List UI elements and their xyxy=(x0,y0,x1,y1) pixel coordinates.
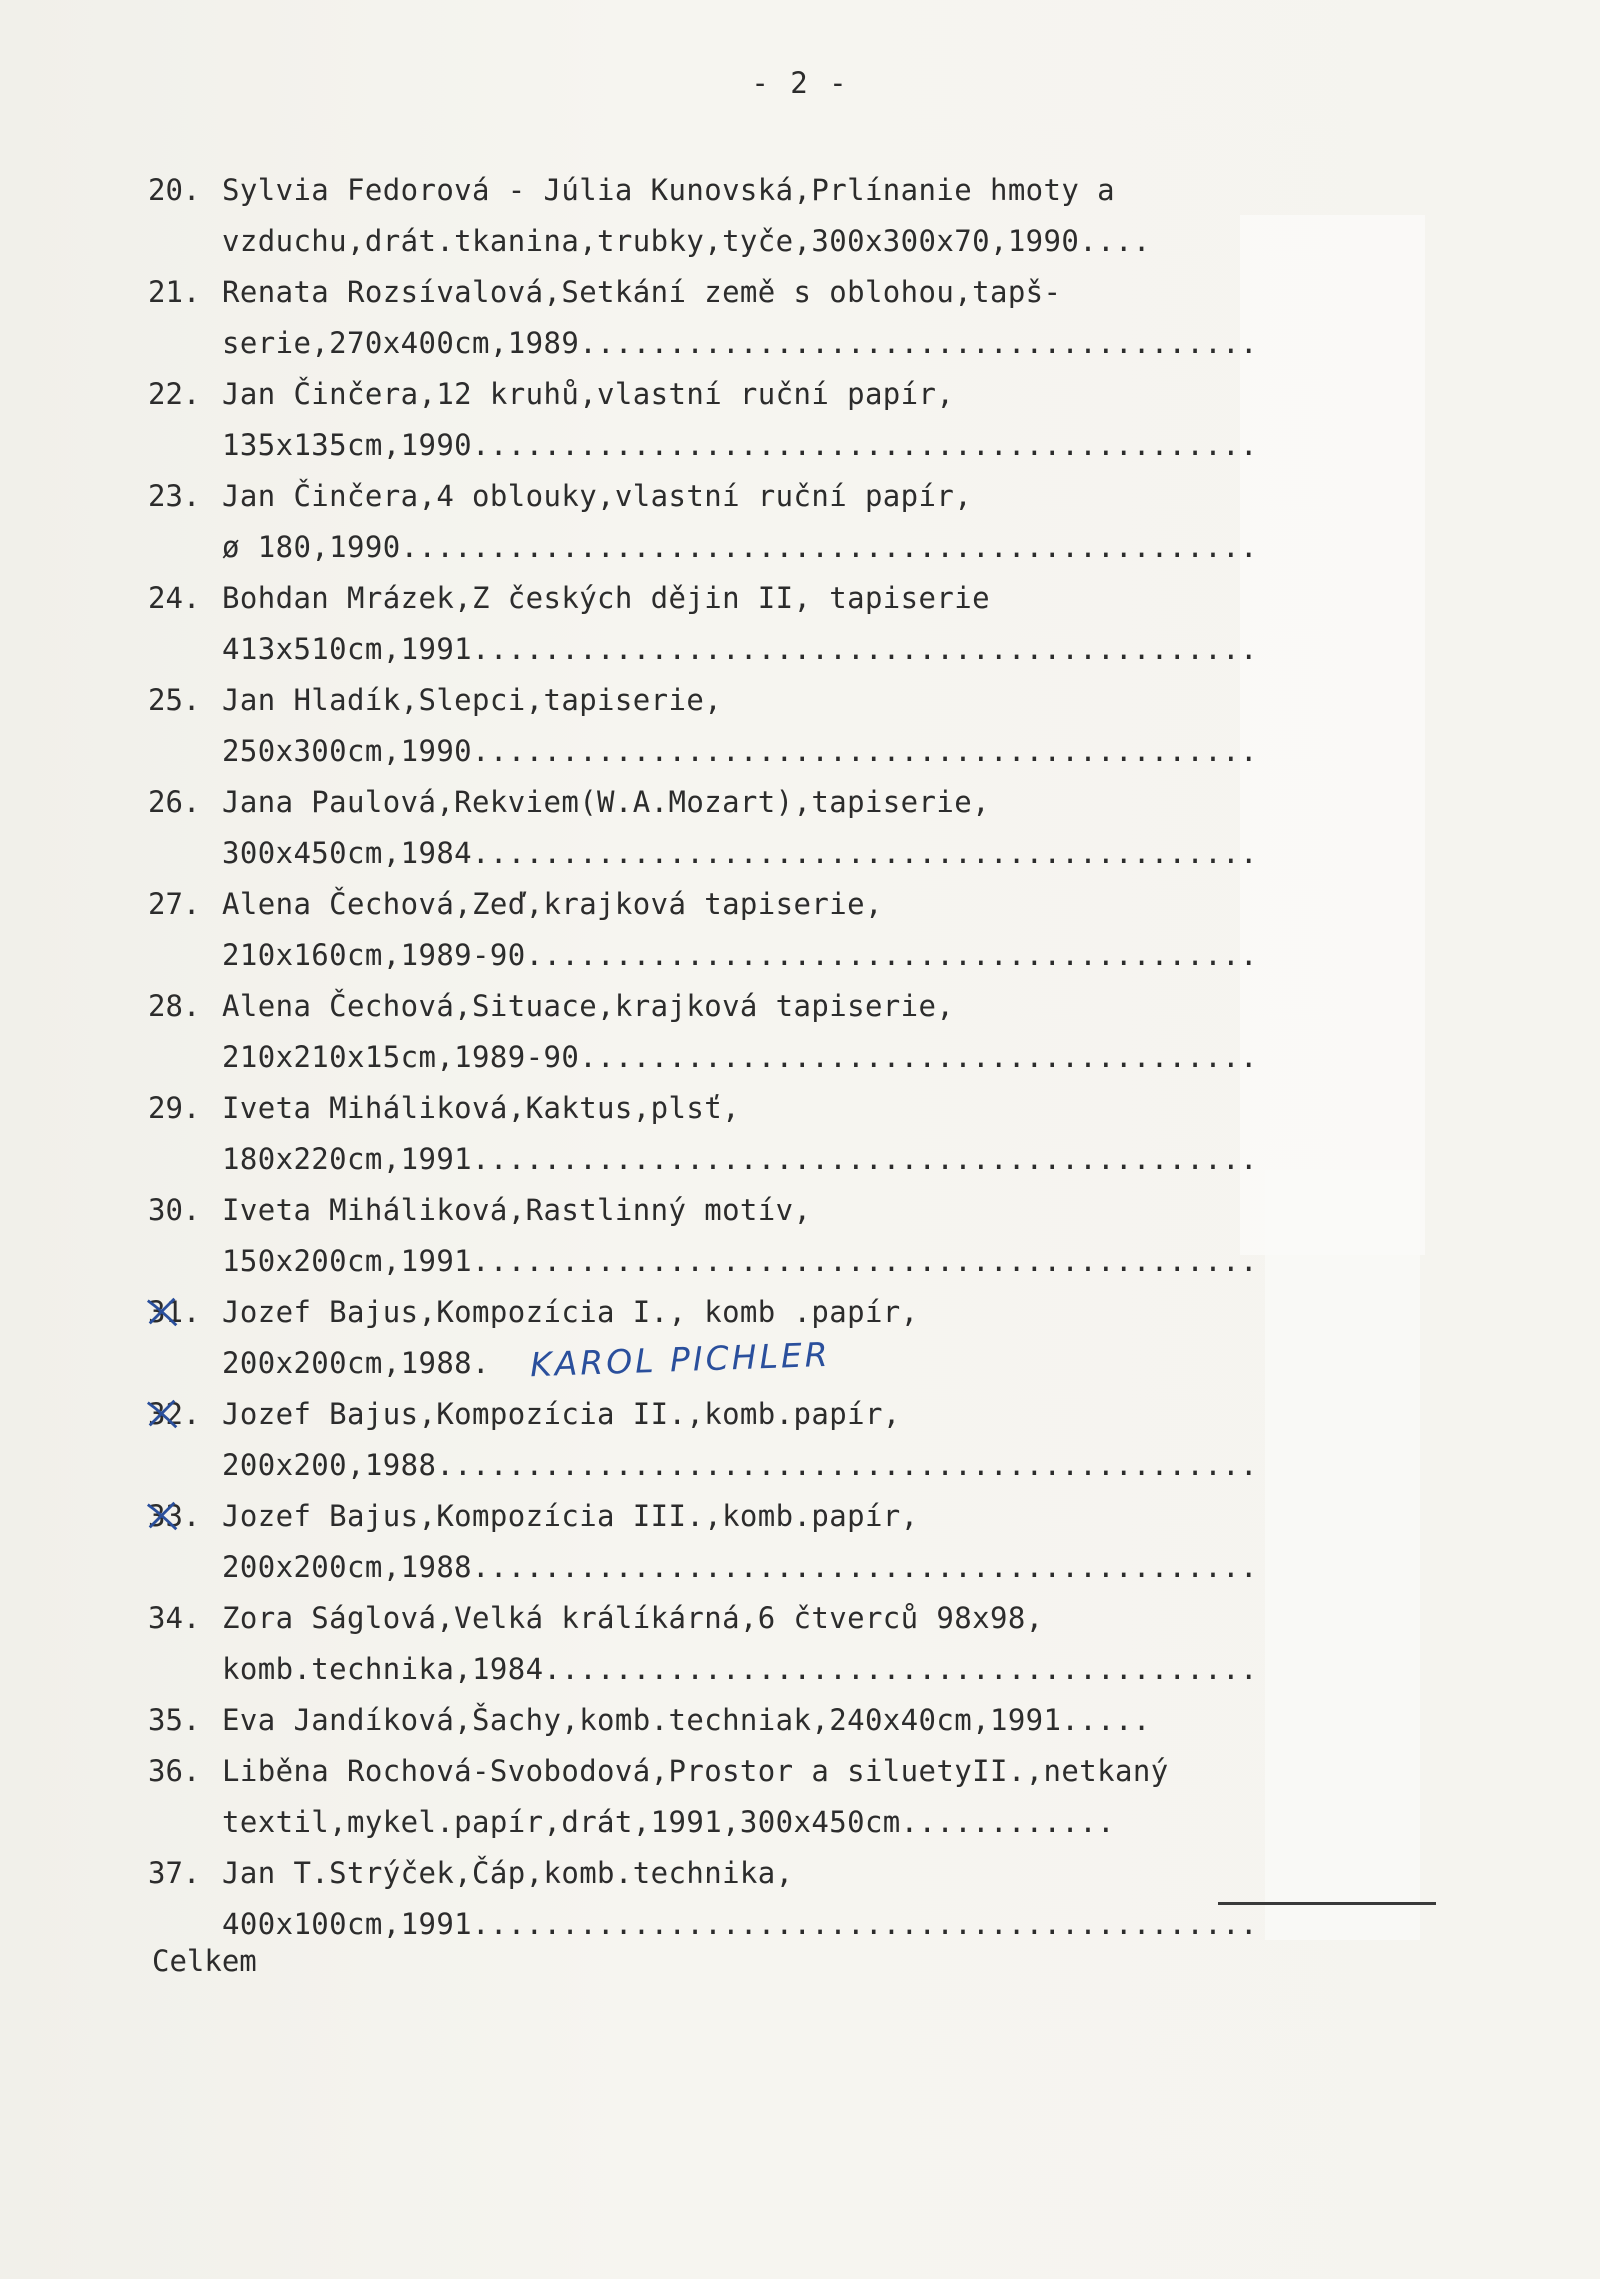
entry-number: 22. xyxy=(148,377,201,411)
cross-out-mark-icon xyxy=(144,1395,182,1433)
entry-line: textil,mykel.papír,drát,1991,300x450cm............ xyxy=(222,1805,1115,1839)
entry-line: Bohdan Mrázek,Z českých dějin II, tapiserie xyxy=(222,581,990,615)
entry-number: 31. xyxy=(148,1295,201,1329)
entry-line: 200x200cm,1988............................................ xyxy=(222,1550,1258,1584)
entry-line: 200x200cm,1988. xyxy=(222,1346,490,1380)
entry-line: Iveta Miháliková,Rastlinný motív, xyxy=(222,1193,812,1227)
entry-number: 30. xyxy=(148,1193,201,1227)
entry-number: 29. xyxy=(148,1091,201,1125)
entry-line: 400x100cm,1991............................................ xyxy=(222,1907,1258,1941)
list-item xyxy=(148,267,1268,369)
entry-line: 413x510cm,1991............................................ xyxy=(222,632,1258,666)
list-item xyxy=(148,1695,1268,1746)
entry-line: Liběna Rochová-Svobodová,Prostor a siluetyII.,netkaný xyxy=(222,1754,1169,1788)
entry-line: 135x135cm,1990............................................ xyxy=(222,428,1258,462)
list-item xyxy=(148,675,1268,777)
entry-number: 27. xyxy=(148,887,201,921)
entry-line: 200x200,1988.............................................. xyxy=(222,1448,1258,1482)
entry-line: ø 180,1990................................................ xyxy=(222,530,1258,564)
list-item xyxy=(148,1491,1268,1593)
entry-line: 150x200cm,1991............................................ xyxy=(222,1244,1258,1278)
list-item xyxy=(148,1746,1268,1848)
list-item xyxy=(148,471,1268,573)
list-item xyxy=(148,879,1268,981)
cross-out-mark-icon xyxy=(144,1497,182,1535)
entry-number: 36. xyxy=(148,1754,201,1788)
entry-line: 210x160cm,1989-90......................................... xyxy=(222,938,1258,972)
entry-line: vzduchu,drát.tkanina,trubky,tyče,300x300x70,1990.... xyxy=(222,224,1151,258)
entry-line: Jan T.Strýček,Čáp,komb.technika, xyxy=(222,1856,794,1890)
entry-line: Alena Čechová,Zeď,krajková tapiserie, xyxy=(222,887,883,921)
list-item xyxy=(148,165,1268,267)
list-item xyxy=(148,1389,1268,1491)
list-item xyxy=(148,369,1268,471)
list-item xyxy=(148,1593,1268,1695)
list-item xyxy=(148,1185,1268,1287)
total-underline xyxy=(1218,1902,1436,1905)
list-item xyxy=(148,1848,1268,1950)
entry-list xyxy=(148,165,1268,1950)
list-item xyxy=(148,1287,1268,1389)
entry-line: Jozef Bajus,Kompozícia III.,komb.papír, xyxy=(222,1499,919,1533)
entry-number: 28. xyxy=(148,989,201,1023)
entry-number: 35. xyxy=(148,1703,201,1737)
entry-line: Sylvia Fedorová - Júlia Kunovská,Prlínanie hmoty a xyxy=(222,173,1115,207)
entry-line: Zora Ságlová,Velká králíkárná,6 čtverců 98x98, xyxy=(222,1601,1044,1635)
entry-number: 20. xyxy=(148,173,201,207)
entry-number: 25. xyxy=(148,683,201,717)
entry-line: Jozef Bajus,Kompozícia II.,komb.papír, xyxy=(222,1397,901,1431)
entry-line: Jozef Bajus,Kompozícia I., komb .papír, xyxy=(222,1295,919,1329)
list-item xyxy=(148,777,1268,879)
entry-line: Jan Hladík,Slepci,tapiserie, xyxy=(222,683,723,717)
entry-line: Renata Rozsívalová,Setkání země s oblohou,tapš- xyxy=(222,275,1062,309)
entry-line: serie,270x400cm,1989...................................... xyxy=(222,326,1258,360)
page-number: - 2 - xyxy=(751,66,849,100)
cross-out-mark-icon xyxy=(144,1293,182,1331)
list-item xyxy=(148,573,1268,675)
entry-line: 300x450cm,1984............................................ xyxy=(222,836,1258,870)
list-item xyxy=(148,981,1268,1083)
handwritten-note: KAROL PICHLER xyxy=(529,1334,832,1385)
entry-line: 210x210x15cm,1989-90...................................... xyxy=(222,1040,1258,1074)
entry-number: 32. xyxy=(148,1397,201,1431)
entry-line: 250x300cm,1990............................................ xyxy=(222,734,1258,768)
entry-line: komb.technika,1984........................................ xyxy=(222,1652,1258,1686)
entry-number: 23. xyxy=(148,479,201,513)
list-item xyxy=(148,1083,1268,1185)
entry-line: Jana Paulová,Rekviem(W.A.Mozart),tapiserie, xyxy=(222,785,990,819)
entry-line: Iveta Miháliková,Kaktus,plsť, xyxy=(222,1091,740,1125)
show-through-area-lower xyxy=(1265,1170,1420,1940)
entry-line: Eva Jandíková,Šachy,komb.techniak,240x40cm,1991..... xyxy=(222,1703,1151,1737)
entry-number: 21. xyxy=(148,275,201,309)
total-label: Celkem xyxy=(152,1944,257,1978)
entry-number: 26. xyxy=(148,785,201,819)
entry-line: Jan Činčera,4 oblouky,vlastní ruční papír, xyxy=(222,479,973,513)
entry-line: Alena Čechová,Situace,krajková tapiserie, xyxy=(222,989,955,1023)
entry-line: 180x220cm,1991............................................ xyxy=(222,1142,1258,1176)
entry-number: 33. xyxy=(148,1499,201,1533)
entry-number: 37. xyxy=(148,1856,201,1890)
entry-number: 34. xyxy=(148,1601,201,1635)
entry-line: Jan Činčera,12 kruhů,vlastní ruční papír, xyxy=(222,377,955,411)
entry-number: 24. xyxy=(148,581,201,615)
